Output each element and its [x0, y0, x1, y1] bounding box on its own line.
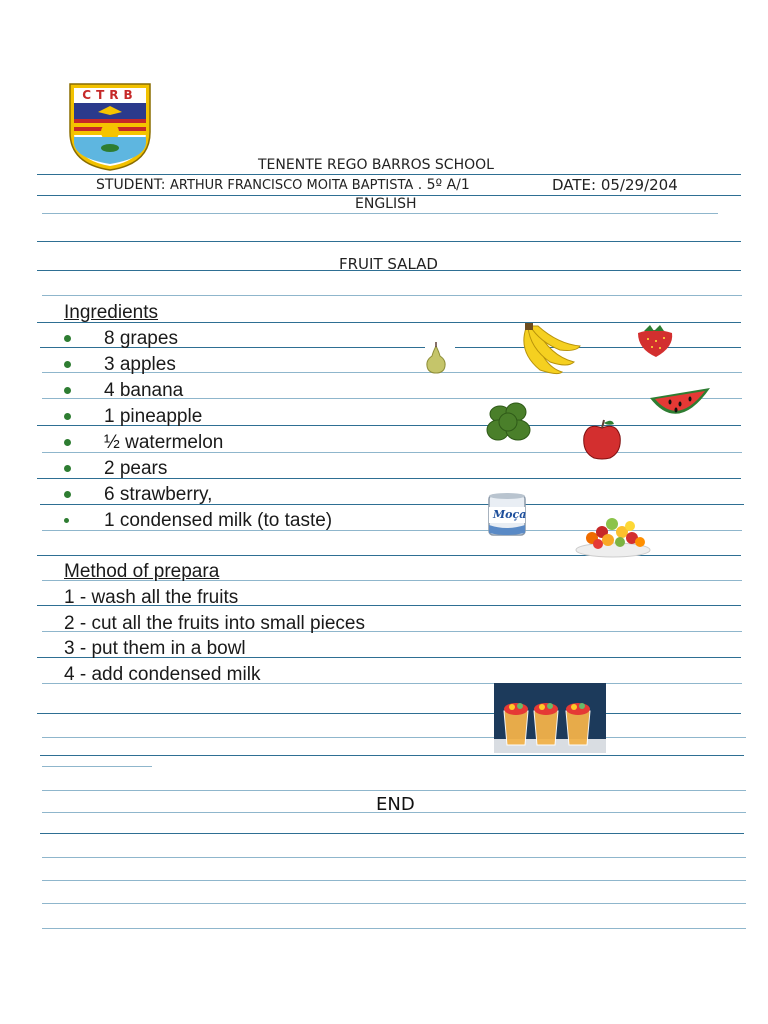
date-label: DATE: 05/29/204 [552, 176, 678, 194]
pear-image [424, 342, 448, 374]
can-label: Moça [493, 508, 527, 521]
fruit-salad-plate-image [574, 510, 652, 558]
school-crest-logo [68, 82, 152, 172]
method-heading: Method of prepara [64, 561, 220, 582]
method-step: 3 - put them in a bowl [64, 638, 246, 659]
end-label: END [376, 794, 415, 815]
apple-image [580, 418, 624, 460]
bullet [64, 491, 71, 498]
student-name: ARTHUR FRANCISCO MOITA BAPTISTA [169, 178, 414, 193]
bullet [64, 413, 71, 420]
bullet [64, 439, 71, 446]
list-item: 3 apples [104, 354, 176, 375]
strawberry-image [634, 323, 676, 359]
method-step: 2 - cut all the fruits into small pieces [64, 613, 365, 634]
list-item: 8 grapes [104, 328, 178, 349]
bananas-image [514, 322, 584, 376]
list-item: 6 strawberry, [104, 484, 213, 505]
bullet [64, 335, 71, 342]
bullet [64, 518, 69, 523]
list-item: 1 condensed milk (to taste) [104, 510, 333, 531]
bullet [64, 465, 71, 472]
student-line [96, 177, 470, 193]
student-label: STUDENT: [96, 177, 166, 193]
watermelon-image [648, 386, 712, 424]
fruit-cups-photo [494, 683, 606, 753]
school-name: TENENTE REGO BARROS SCHOOL [258, 157, 494, 173]
method-step: 1 - wash all the fruits [64, 587, 239, 608]
subject-label: ENGLISH [355, 196, 417, 212]
list-item: 2 pears [104, 458, 168, 479]
pineapple-leaves-image [486, 400, 534, 446]
class-label: . 5º A/1 [417, 177, 470, 193]
bullet [64, 361, 71, 368]
method-step: 4 - add condensed milk [64, 664, 261, 685]
list-item: 4 banana [104, 380, 184, 401]
ingredients-heading: Ingredients [64, 302, 159, 323]
bullet [64, 387, 71, 394]
list-item: ½ watermelon [104, 432, 224, 453]
condensed-milk-can-image [487, 491, 527, 539]
document-title: FRUIT SALAD [339, 255, 438, 273]
list-item: 1 pineapple [104, 406, 203, 427]
crest-initials: CTRB [82, 88, 138, 102]
